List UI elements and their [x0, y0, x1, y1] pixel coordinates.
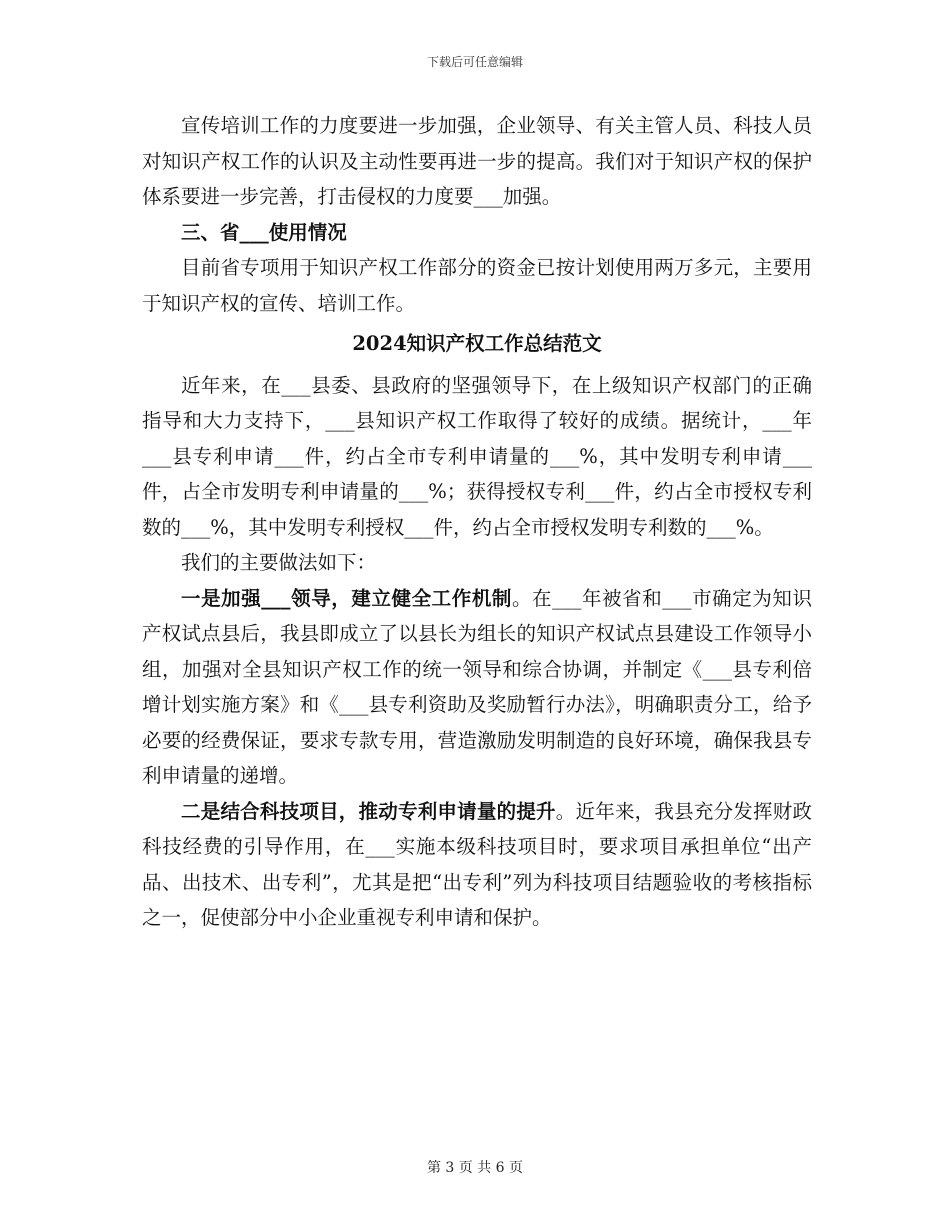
paragraph-achievements: 近年来，在___县委、县政府的坚强领导下，在上级知识产权部门的正确指导和大力支持下，___县知识产权工作取得了较好的成绩。据统计，___年___县专利申请___件，约占全市专利申请量的___%，其中发明专利申请___件，占全市发明专利申请量的___%；获得授权专利___件，约占全市授权专利数的___%，其中发明专利授权___件，约占全市授权发明专利数的___%。: [142, 373, 812, 539]
document-body: [142, 108, 812, 936]
document-title: 2024知识产权工作总结范文: [352, 332, 602, 355]
method-two-text: 。近年来，我县充分发挥财政科技经费的引导作用，在___实施本级科技项目时，要求项目承担单位“出产品、出技术、出专利”，尤其是把“出专利”列为科技项目结题验收的考核指标之一，促使部分中小企业重视专利申请和保护。: [142, 799, 812, 929]
paragraph-method-one: [142, 581, 812, 794]
paragraph-methods-intro: 我们的主要做法如下：: [181, 551, 377, 574]
paragraph-training: 宣传培训工作的力度要进一步加强，企业领导、有关主管人员、科技人员对知识产权工作的认识及主动性要再进一步的提高。我们对于知识产权的保护体系要进一步完善，打击侵权的力度要___加强。: [142, 114, 812, 208]
page-header-note: 下载后可任意编辑: [426, 55, 523, 69]
paragraph-funds-usage: 目前省专项用于知识产权工作部分的资金已按计划使用两万多元，主要用于知识产权的宣传、培训工作。: [142, 256, 812, 315]
page-number: 第 3 页 共 6 页: [426, 1160, 524, 1176]
paragraph-method-two: [142, 794, 812, 936]
method-one-lead: 一是加强___领导，建立健全工作机制: [181, 586, 512, 610]
section-heading-funds: 三、省___使用情况: [181, 220, 347, 244]
method-two-lead: 二是结合科技项目，推动专利申请量的提升: [181, 799, 556, 823]
method-one-text: 。在___年被省和___市确定为知识产权试点县后，我县即成立了以县长为组长的知识产权试点县建设工作领导小组，加强对全县知识产权工作的统一领导和综合协调，并制定《___县专利倍增计划实施方案》和《___县专利资助及奖励暂行办法》，明确职责分工，给予必要的经费保证，要求专款专用，营造激励发明制造的良好环境，确保我县专利申请量的递增。: [142, 586, 812, 787]
